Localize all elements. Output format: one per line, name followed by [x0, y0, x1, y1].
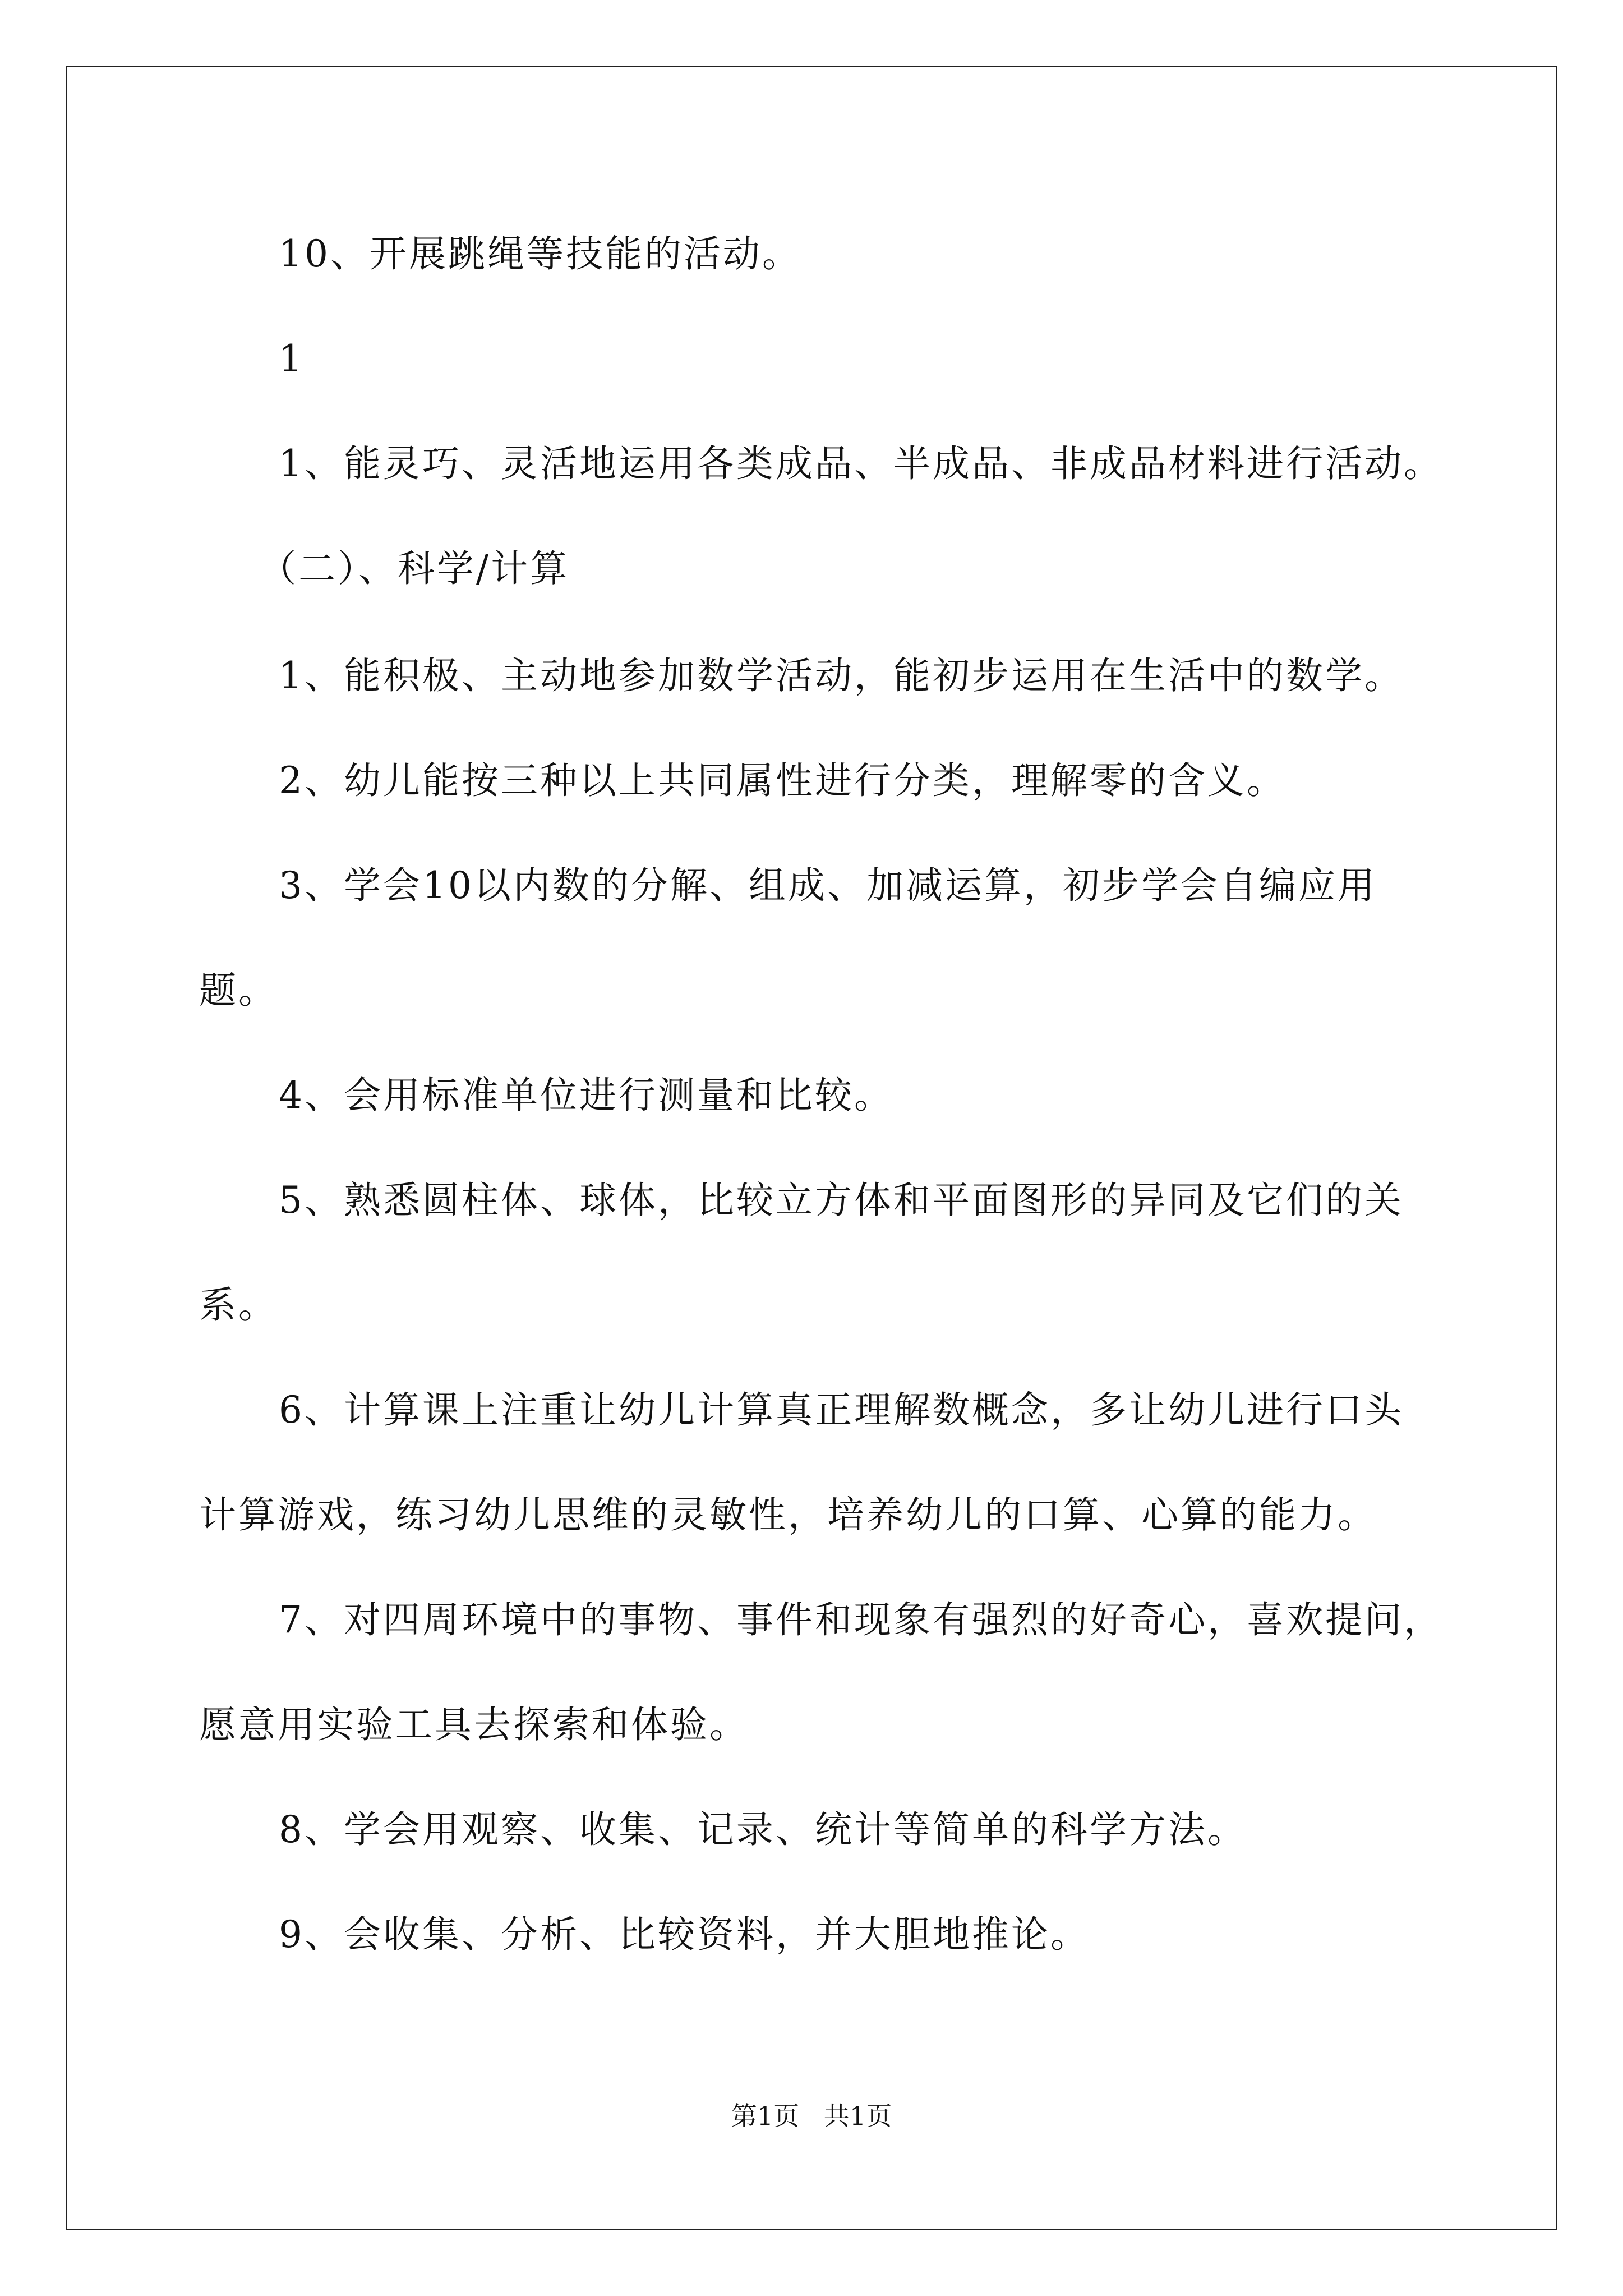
text-line-11: 系。: [199, 1283, 278, 1327]
page-border: [66, 66, 1557, 2230]
text-line-3: 1、能灵巧、灵活地运用各类成品、半成品、非成品材料进行活动。: [279, 442, 1443, 485]
text-line-5: 1、能积极、主动地参加数学活动，能初步运用在生活中的数学。: [279, 654, 1404, 697]
text-line-1: 10、开展跳绳等技能的活动。: [279, 232, 801, 275]
text-line-10: 5、熟悉圆柱体、球体，比较立方体和平面图形的异同及它们的关: [279, 1179, 1404, 1222]
text-line-16: 8、学会用观察、收集、记录、统计等简单的科学方法。: [279, 1808, 1247, 1851]
text-line-8: 题。: [199, 969, 278, 1012]
text-line-6: 2、幼儿能按三种以上共同属性进行分类，理解零的含义。: [279, 759, 1286, 802]
text-line-7: 3、学会10以内数的分解、组成、加减运算，初步学会自编应用: [279, 864, 1377, 907]
text-line-2: 1: [279, 337, 305, 380]
page-footer: 第1页 共1页: [731, 2101, 892, 2131]
section-heading: （二）、科学/计算: [259, 547, 570, 590]
text-line-9: 4、会用标准单位进行测量和比较。: [279, 1074, 893, 1117]
text-line-14: 7、对四周环境中的事物、事件和现象有强烈的好奇心，喜欢提问，: [279, 1598, 1443, 1641]
text-line-13: 计算游戏，练习幼儿思维的灵敏性，培养幼儿的口算、心算的能力。: [199, 1493, 1377, 1536]
text-line-12: 6、计算课上注重让幼儿计算真正理解数概念，多让幼儿进行口头: [279, 1388, 1404, 1432]
text-line-17: 9、会收集、分析、比较资料，并大胆地推论。: [279, 1913, 1090, 1956]
text-line-15: 愿意用实验工具去探索和体验。: [199, 1703, 749, 1746]
